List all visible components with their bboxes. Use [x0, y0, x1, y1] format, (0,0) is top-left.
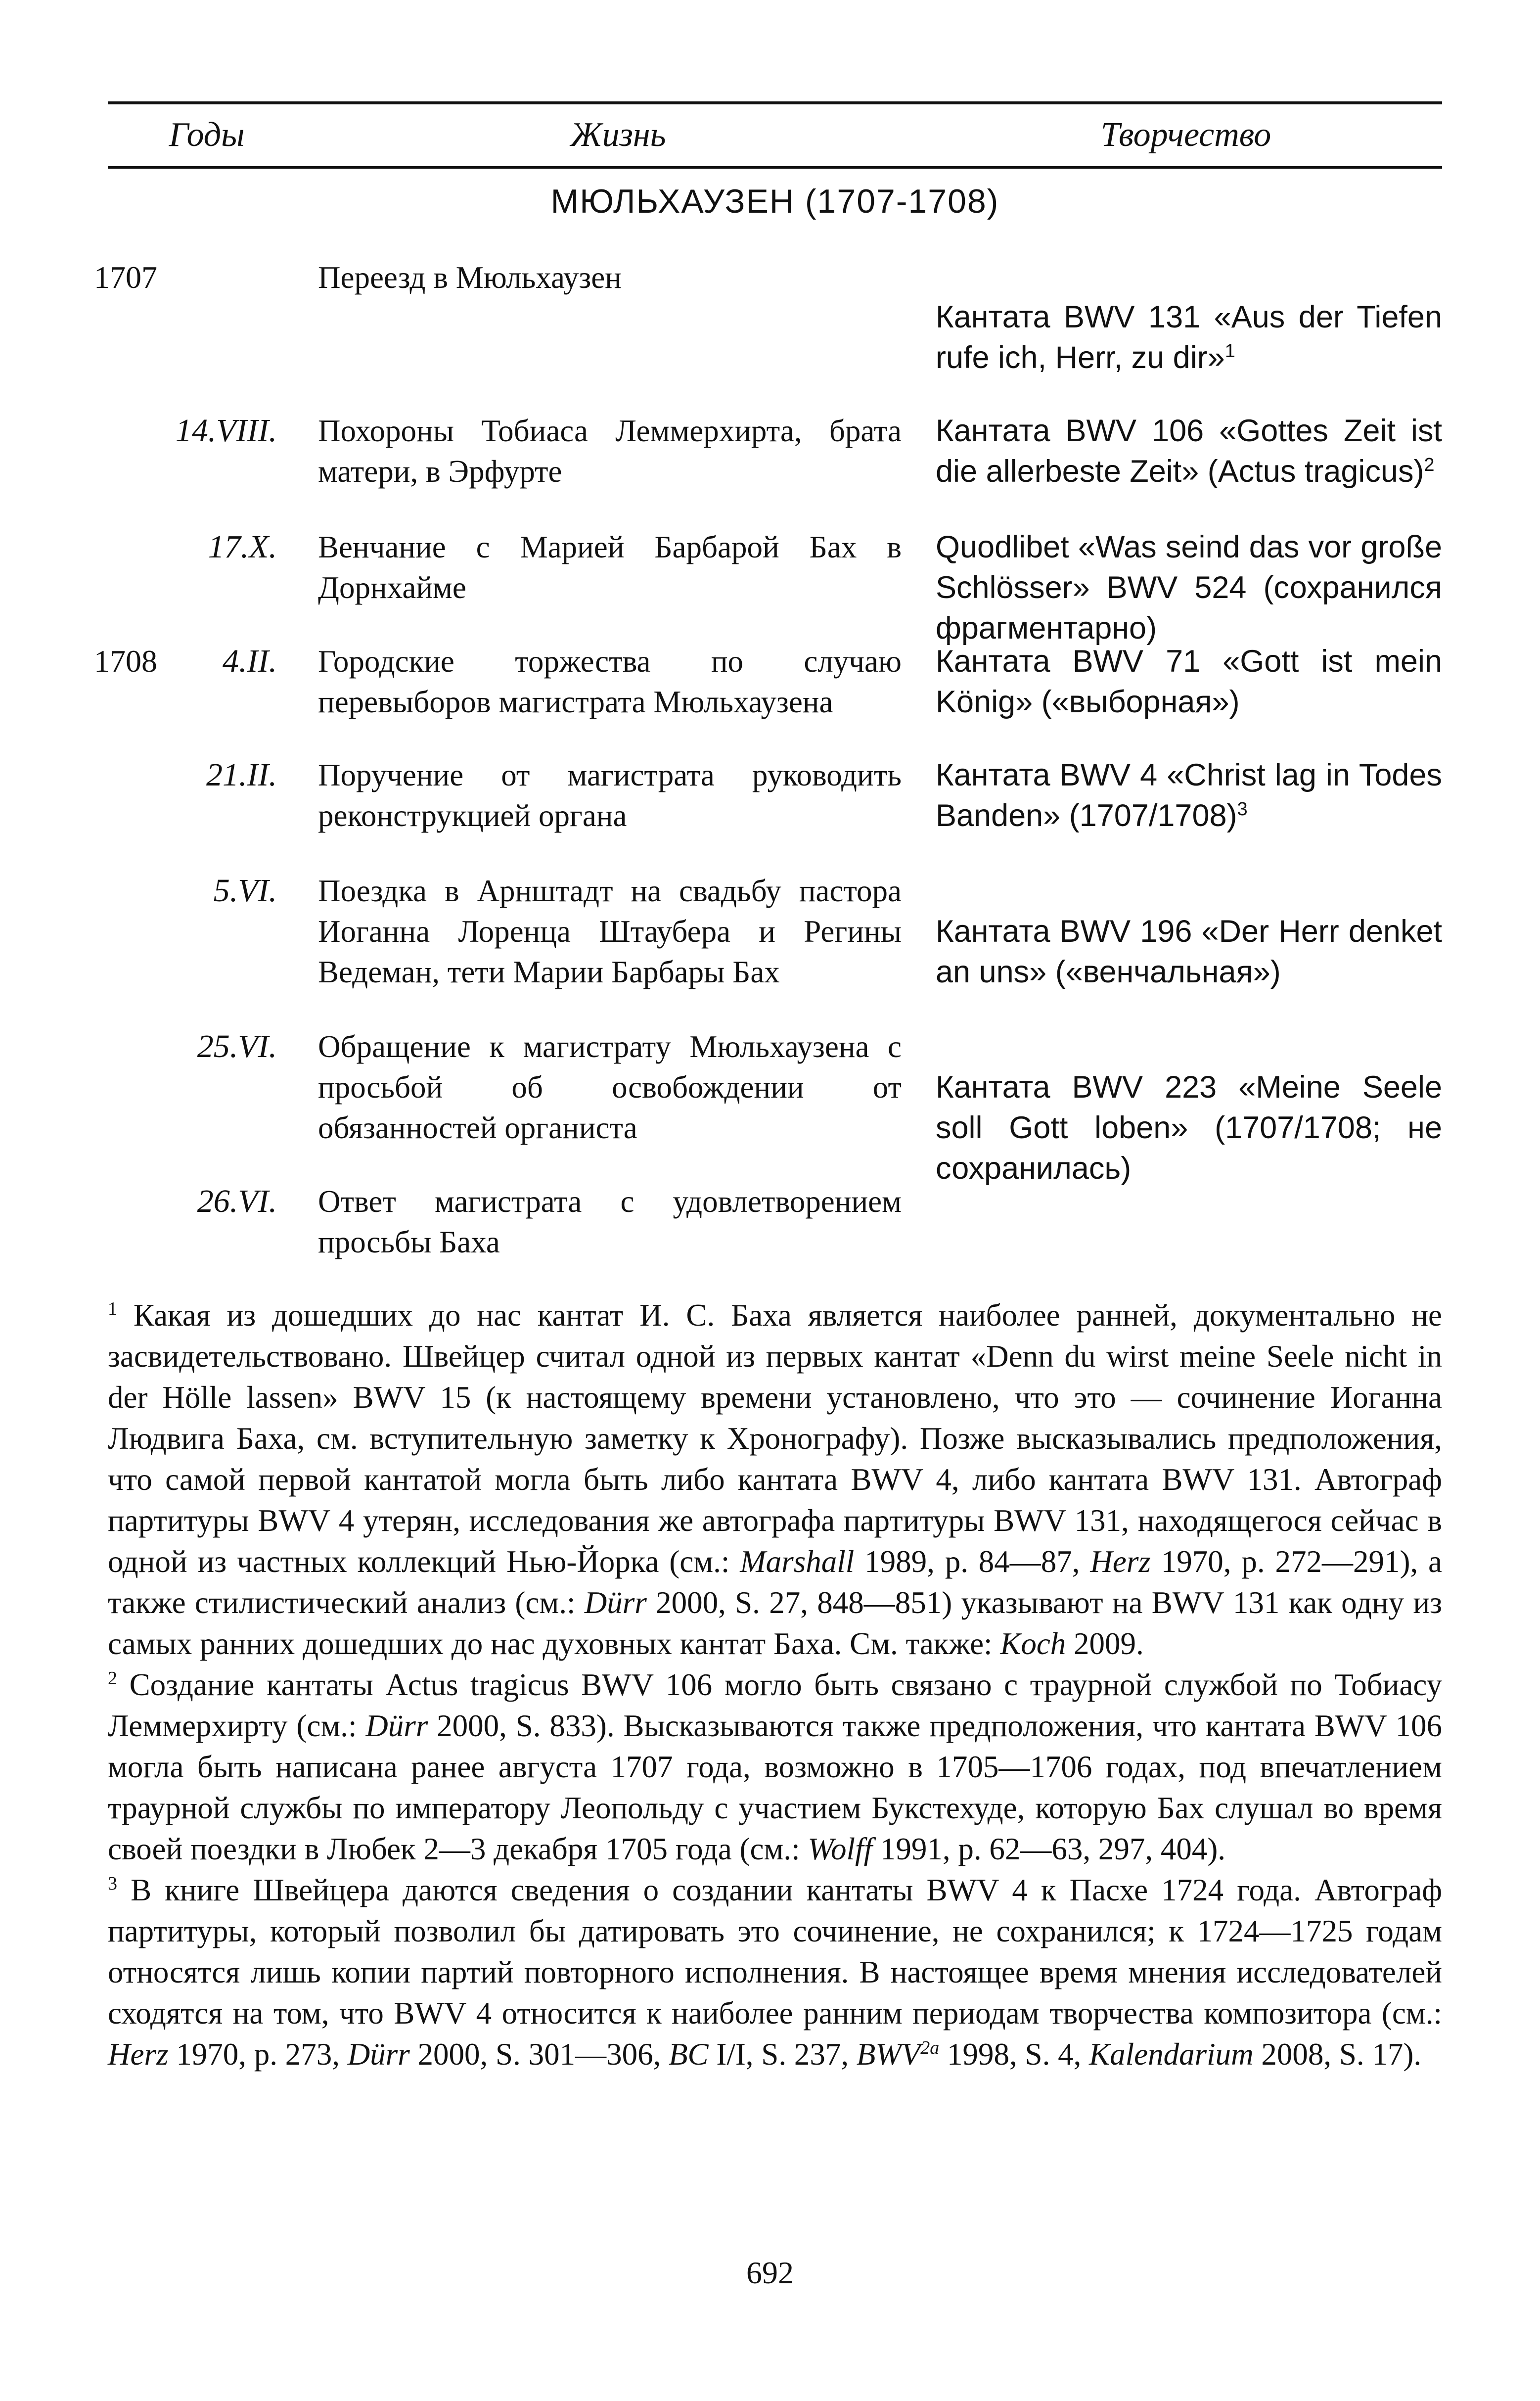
footnote-number: 3 [108, 1873, 117, 1894]
footnote-text: 1998, S. 4, [939, 2037, 1089, 2072]
row-date: 26.VI. [197, 1183, 277, 1219]
footnote-text: 1970, p. 273, [168, 2037, 348, 2072]
row-date: 17.X. [208, 529, 277, 565]
row-work [936, 527, 1442, 648]
citation-author: Kalendarium [1089, 2037, 1254, 2072]
row-date: 14.VIII. [175, 413, 277, 449]
row-work [936, 411, 1442, 492]
row-life: Поездка в Арнштадт на свадьбу пастора Иоганна Лоренца Штаубера и Регины Ведеман, тети Марии Барбары Бах [318, 874, 902, 989]
footnote-number: 2 [108, 1668, 117, 1689]
row-life: Ответ магистрата с удовлетворением просьбы Баха [318, 1184, 902, 1259]
citation-author: Herz [1090, 1544, 1151, 1579]
row-work-text: Quodlibet «Was seind das vor große Schlösser» BWV 524 (сохранился фрагментарно) [936, 530, 1442, 646]
row-work-text: Кантата BWV 4 «Christ lag in Todes Banden» (1707/1708) [936, 758, 1442, 833]
row-work-text: Кантата BWV 131 «Aus der Tiefen rufe ich, Herr, zu dir» [936, 300, 1442, 375]
footnote-text: 2000, S. 833). Высказываются также предположения, что кантата BWV 106 могла быть написана ранее августа 1707 года, возможно в 1705—1706 годах, под впечатлением траурной службы по императору Леопольду с участием Букстехуде, которую Бах слушал во время своей поездки в Любек 2—3 декабря 1705 года (см.: [108, 1708, 1442, 1866]
citation-author: BC [669, 2037, 709, 2072]
header-work: Творчество [1100, 116, 1271, 154]
footnote-text: 2000, S. 301—306, [409, 2037, 669, 2072]
row-work-text: Кантата BWV 196 «Der Herr denket an uns» («венчальная») [936, 914, 1442, 989]
row-date: 5.VI. [213, 873, 277, 909]
row-life: Городские торжества по случаю перевыборов магистрата Мюльхаузена [318, 644, 902, 719]
row-life: Венчание с Марией Барбарой Бах в Дорнхайме [318, 530, 902, 605]
row-work [936, 755, 1442, 836]
footnote-number: 1 [108, 1298, 117, 1319]
footnote-1 [108, 1295, 1442, 1664]
section-title: МЮЛЬХАУЗЕН (1707-1708) [550, 183, 999, 220]
footnote-text: 2009. [1066, 1626, 1144, 1661]
citation-author: Wolff [808, 1832, 873, 1866]
row-work [936, 911, 1442, 992]
footnote-text: 1991, p. 62—63, 297, 404). [872, 1832, 1226, 1866]
footnote-ref: 2 [1424, 455, 1435, 475]
citation-author: Dürr [365, 1708, 428, 1743]
row-date: 4.II. [223, 643, 277, 679]
header-life: Жизнь [570, 116, 666, 154]
citation-author: Dürr [584, 1585, 647, 1620]
footnote-text: 1970, p. 272—291), а также стилистический анализ (см.: [108, 1544, 1443, 1620]
footnote-text: I/I, S. 237, [708, 2037, 857, 2072]
row-work [936, 641, 1442, 722]
footnotes [108, 1295, 1442, 2075]
row-work-text: Кантата BWV 71 «Gott ist mein König» («выборная») [936, 644, 1442, 719]
footnote-text: Создание кантаты Actus tragicus BWV 106 могло быть связано с траурной службой по Тобиасу Леммерхирту (см.: [108, 1667, 1443, 1743]
row-work-text: Кантата BWV 106 «Gottes Zeit ist die allerbeste Zeit» (Actus tragicus) [936, 414, 1442, 489]
citation-author: Koch [1000, 1626, 1066, 1661]
footnote-text: 2000, S. 27, 848—851) указывают на BWV 131 как одну из самых ранних дошедших до нас духовных кантат Баха. См. также: [108, 1585, 1442, 1661]
footnote-ref: 1 [1224, 341, 1235, 362]
citation-author: Herz [108, 2037, 169, 2072]
row-life: Поручение от магистрата руководить реконструкцией органа [318, 758, 902, 833]
row-date: 25.VI. [197, 1028, 277, 1064]
header-rule [108, 166, 1442, 169]
citation-superscript: 2a [920, 2037, 940, 2058]
top-rule [108, 101, 1442, 104]
page-number: 692 [746, 2255, 794, 2290]
footnote-text: 2008, S. 17). [1253, 2037, 1422, 2072]
footnote-text: 1989, p. 84—87, [854, 1544, 1090, 1579]
row-work-text: Кантата BWV 223 «Meine Seele soll Gott loben» (1707/1708; не сохранилась) [936, 1070, 1442, 1186]
row-work [936, 297, 1442, 378]
citation-author: Marshall [740, 1544, 855, 1579]
citation-author: Dürr [347, 2037, 410, 2072]
citation-author: BWV [856, 2037, 921, 2072]
row-date: 21.II. [206, 757, 277, 793]
footnote-ref: 3 [1237, 799, 1248, 820]
row-life: Переезд в Мюльхаузен [318, 260, 622, 295]
row-work [936, 1067, 1442, 1189]
row-life: Обращение к магистрату Мюльхаузена с просьбой об освобождении от обязанностей органиста [318, 1029, 902, 1145]
footnote-text: В книге Швейцера даются сведения о создании кантаты BWV 4 к Пасхе 1724 года. Автограф партитуры, который позволил бы датировать это сочинение, не сохранился; к 1724—1725 годам относятся лишь копии партий повторного исполнения. В настоящее время мнения исследователей сходятся на том, что BWV 4 относится к наиболее ранним периодам творчества композитора (см.: [108, 1873, 1443, 2031]
footnote-3 [108, 1870, 1442, 2075]
footnote-text: Какая из дошедших до нас кантат И. С. Баха является наиболее ранней, документально не засвидетельствовано. Швейцер считал одной из первых кантат «Denn du wirst meine Seele nicht in der Hölle lassen» BWV 15 (к настоящему времени установлено, что это — сочинение Иоганна Людвига Баха, см. вступительную заметку к Хронографу). Позже высказывались предположения, что самой первой кантатой могла быть либо кантата BWV 4, либо кантата BWV 131. Автограф партитуры BWV 4 утерян, исследования же автографа партитуры BWV 131, находящегося сейчас в одной из частных коллекций Нью-Йорка (см.: [108, 1298, 1443, 1579]
row-year: 1707 [94, 260, 157, 295]
header-years: Годы [169, 116, 245, 154]
row-year: 1708 [94, 644, 157, 679]
row-life: Похороны Тобиаса Леммерхирта, брата матери, в Эрфурте [318, 414, 902, 489]
footnote-2 [108, 1664, 1442, 1870]
